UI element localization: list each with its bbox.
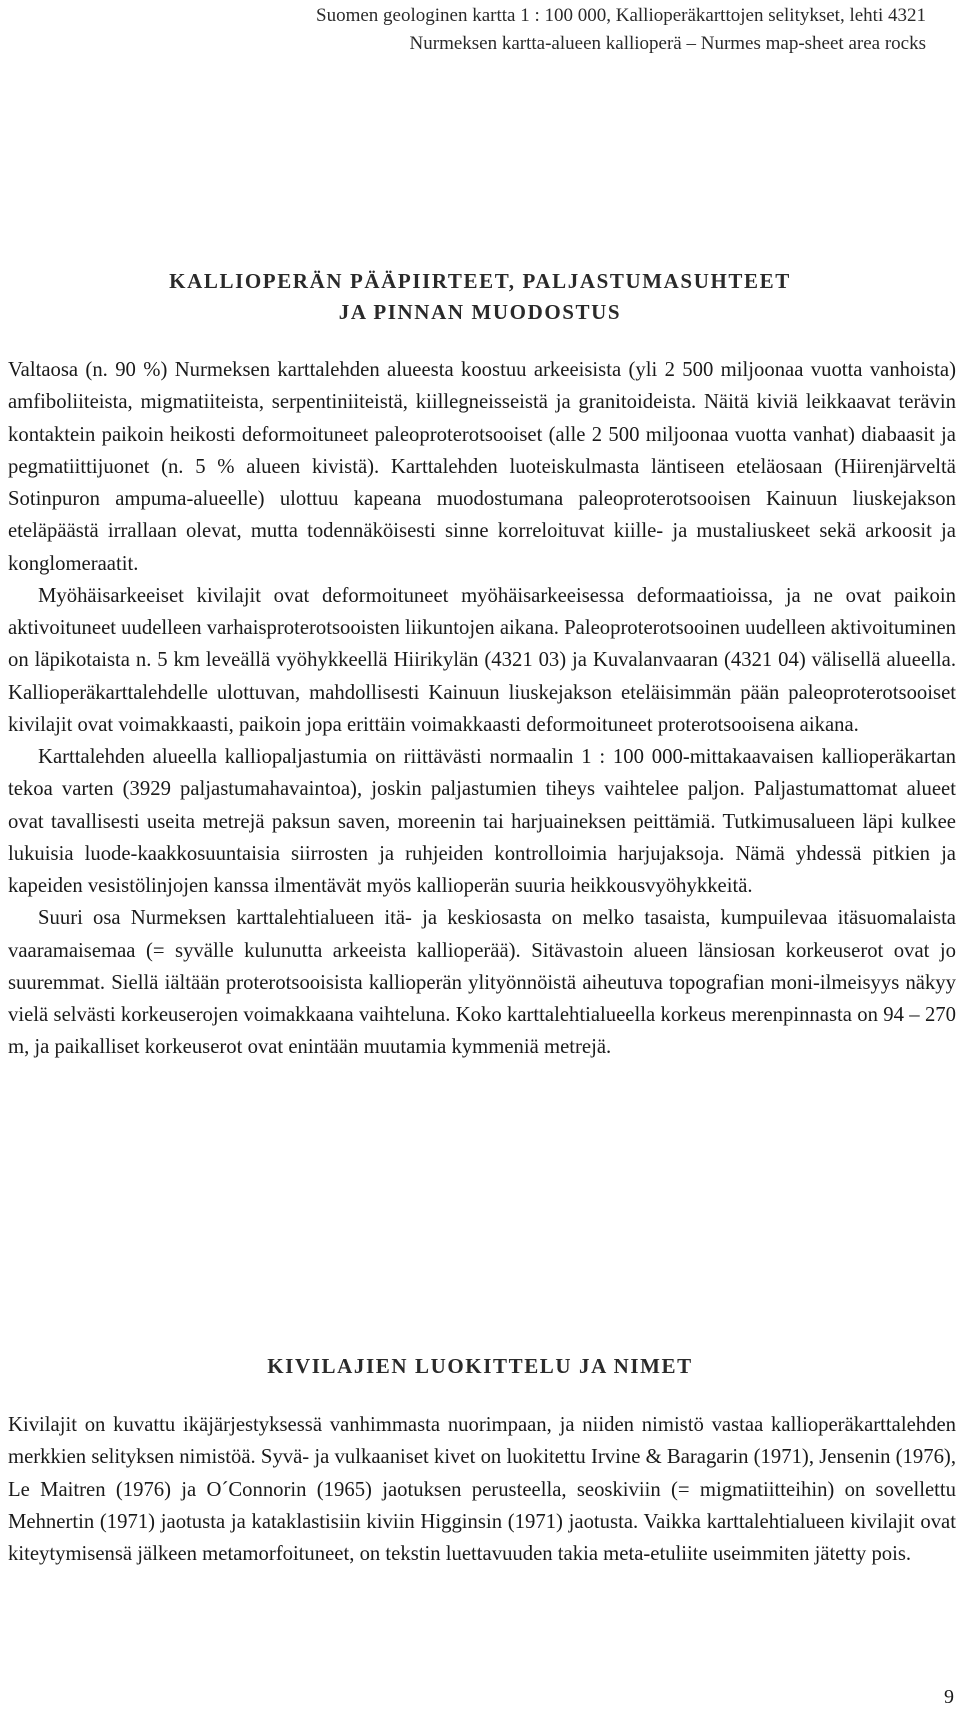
section1-paragraph-1: Valtaosa (n. 90 %) Nurmeksen karttalehden alueesta koostuu arkeeisista (yli 2 500 miljoonaa vuotta vanhoista) amfiboliiteista, migmatiiteista, serpentiniiteistä, kiillegneisseistä ja granitoideista. Näitä kiviä leikkaavat terävin kontaktein paikoin heikosti deformoituneet paleoproterotsooiset (alle 2 500 miljoonaa vuotta vanhat) diabaasit ja pegmatiittijuonet (n. 5 % alueen kivistä). Karttalehden luoteiskulmasta läntiseen eteläosaan (Hiirenjärveltä Sotinpuron ampuma-alueelle) ulottuu kapeana muodostumana paleoproterotsooisen Kainuun liuskejakson eteläpäästä irrallaan olevat, mutta todennäköisesti sinne korreloituvat kiille- ja mustaliuskeet sekä arkoosit ja konglomeraatit. [8,359,956,575]
header-series-line: Suomen geologinen kartta 1 : 100 000, Kallioperäkarttojen selitykset, lehti 4321 [316,5,926,26]
section2-paragraph-1: Kivilajit on kuvattu ikäjärjestyksessä vanhimmasta nuorimpaan, ja niiden nimistö vastaa kallioperäkarttalehden merkkien selityksen nimistöä. Syvä- ja vulkaaniset kivet on luokitettu Irvine & Baragarin (1971), Jensenin (1976), Le Maitren (1976) ja O´Connorin (1965) jaotuksen perusteella, seoskiviin (= migmatiitteihin) on sovellettu Mehnertin (1971) jaotusta ja kataklastisiin kiviin Higginsin (1971) jaotusta. Vaikka karttalehtialueen kivilajit ovat kiteytymisensä jälkeen metamorfoituneet, on tekstin luettavuuden takia meta-etuliite useimmiten jätetty pois. [8,1414,956,1565]
running-header [316,2,926,58]
section1-heading-line1: KALLIOPERÄN PÄÄPIIRTEET, PALJASTUMASUHTEET [169,269,791,293]
page-number: 9 [944,1686,954,1708]
section1-paragraph-2: Myöhäisarkeeiset kivilajit ovat deformoituneet myöhäisarkeeisessa deformaatioissa, ja ne ovat paikoin aktivoituneet uudelleen varhaisproterotsooisten liikuntojen aikana. Paleoproterotsooinen uudelleen aktivoituminen on läpikotaista n. 5 km leveällä vyöhykkeellä Hiirikylän (4321 03) ja Kuvalanvaaran (4321 04) välisellä alueella. Kallioperäkarttalehdelle ulottuvan, mahdollisesti Kainuun liuskejakson eteläisimmän pään paleoproterotsooiset kivilajit ovat voimakkaasti, paikoin jopa erittäin voimakkaasti deformoituneet proterotsooisena aikana. [8,584,956,736]
section1-paragraph-4: Suuri osa Nurmeksen karttalehtialueen itä- ja keskiosasta on melko tasaista, kumpuilevaa itäsuomalaista vaaramaisemaa (= syvälle kulunutta arkeeista kallioperää). Sitävastoin alueen länsiosan korkeuserot ovat jo suuremmat. Siellä iältään proterotsooisista kallioperän ylityönnöistä aiheutuva topografian moni-ilmeisyys näkyy vielä selvästi korkeuserojen voimakkaana vaihteluna. Koko karttalehtialueella korkeus merenpinnasta on 94 – 270 m, ja paikalliset korkeuserot ovat enintään muutamia kymmeniä metrejä. [8,907,956,1059]
section1-heading [0,266,960,328]
header-subtitle-line: Nurmeksen kartta-alueen kallioperä – Nurmes map-sheet area rocks [409,33,926,54]
section1-body [8,354,956,1064]
section2-heading: KIVILAJIEN LUOKITTELU JA NIMET [267,1354,693,1378]
section2-body [8,1409,956,1570]
section1-heading-line2: JA PINNAN MUODOSTUS [338,300,622,324]
section1-paragraph-3: Karttalehden alueella kalliopaljastumia on riittävästi normaalin 1 : 100 000-mittakaavaisen kallioperäkartan tekoa varten (3929 paljastumahavaintoa), joskin paljastumien tiheys vaihtelee paljon. Paljastumattomat alueet ovat tavallisesti useita metrejä paksun saven, moreenin tai harjuaineksen peittämiä. Tutkimusalueen läpi kulkee lukuisia luode-kaakkosuuntaisia siirrosten ja ruhjeiden kontrolloimia harjujaksoja. Nämä yhdessä pitkien ja kapeiden vesistölinjojen kanssa ilmentävät myös kallioperän suuria heikkousvyöhykkeitä. [8,746,956,897]
